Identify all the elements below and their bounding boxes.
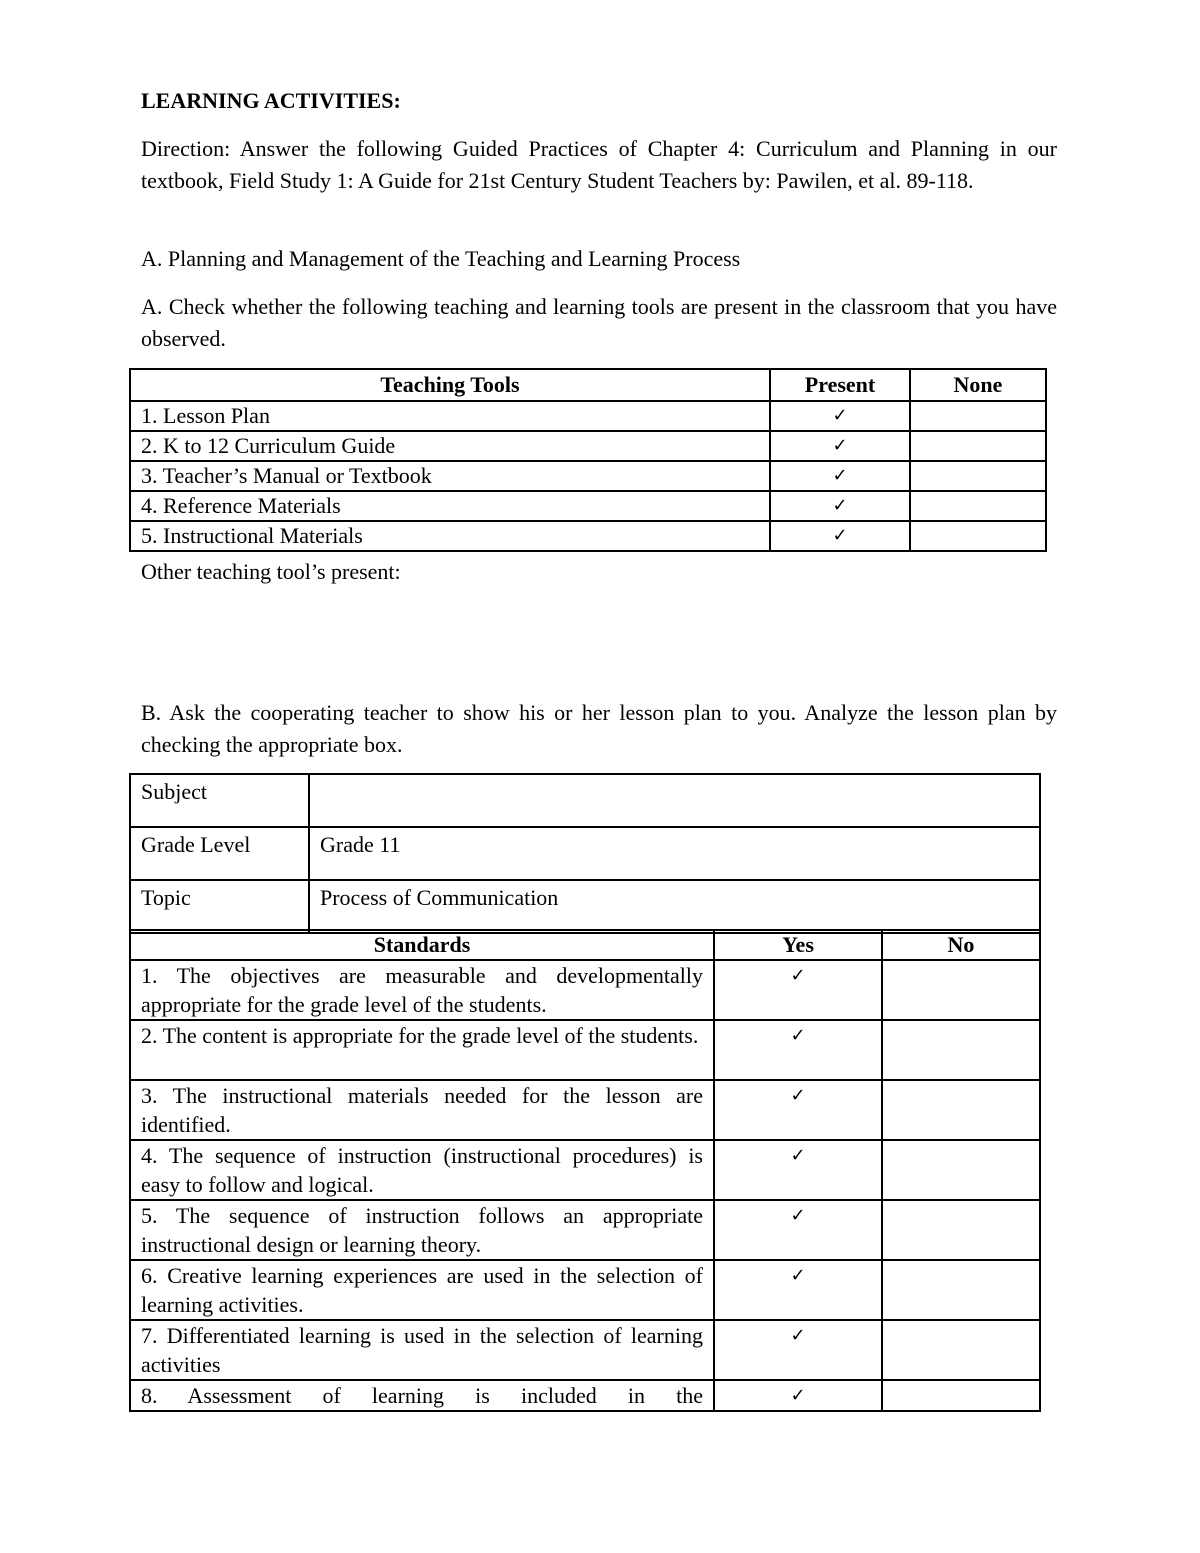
table-row	[130, 1260, 1040, 1320]
tool-name-cell: 3. Teacher’s Manual or Textbook	[130, 461, 770, 491]
present-check-cell: ✓	[770, 491, 910, 521]
table-row	[130, 880, 1040, 933]
none-check-cell	[910, 461, 1046, 491]
none-check-cell	[910, 521, 1046, 551]
no-check-cell	[882, 1200, 1040, 1260]
no-check-cell	[882, 1320, 1040, 1380]
standard-cell: 7. Differentiated learning is used in the selection of learning activities	[130, 1320, 714, 1380]
present-check-cell: ✓	[770, 401, 910, 431]
table-header-row	[130, 930, 1040, 960]
yes-check-cell: ✓	[714, 1080, 882, 1140]
yes-check-cell: ✓	[714, 1380, 882, 1411]
no-check-cell	[882, 1080, 1040, 1140]
standard-cell: 1. The objectives are measurable and developmentally appropriate for the grade level of the students.	[130, 960, 714, 1020]
teaching-tools-table	[129, 368, 1047, 552]
no-check-cell	[882, 1020, 1040, 1080]
table-row	[130, 1380, 1040, 1411]
table-row	[130, 491, 1046, 521]
section-a-title: A. Planning and Management of the Teaching and Learning Process	[141, 246, 741, 271]
info-value-cell	[309, 774, 1040, 827]
tool-name-cell: 2. K to 12 Curriculum Guide	[130, 431, 770, 461]
tool-name-cell: 5. Instructional Materials	[130, 521, 770, 551]
table-row	[130, 960, 1040, 1020]
table-row	[130, 521, 1046, 551]
tool-name-cell: 1. Lesson Plan	[130, 401, 770, 431]
standard-cell: 2. The content is appropriate for the grade level of the students.	[130, 1020, 714, 1080]
info-label-cell: Topic	[130, 880, 309, 933]
tool-name-cell: 4. Reference Materials	[130, 491, 770, 521]
direction-paragraph: Direction: Answer the following Guided Practices of Chapter 4: Curriculum and Planning in our textbook, Field Study 1: A Guide for 21st Century Student Teachers by: Pawilen, et al. 89-118.	[141, 136, 1057, 193]
yes-check-cell: ✓	[714, 1320, 882, 1380]
table-row	[130, 431, 1046, 461]
info-label-cell: Subject	[130, 774, 309, 827]
table-row	[130, 1320, 1040, 1380]
column-header-present: Present	[770, 369, 910, 401]
other-tools-label: Other teaching tool’s present:	[141, 559, 401, 584]
column-header-standards: Standards	[130, 930, 714, 960]
table-row	[130, 1080, 1040, 1140]
info-value-cell: Grade 11	[309, 827, 1040, 880]
table-row	[130, 1020, 1040, 1080]
present-check-cell: ✓	[770, 461, 910, 491]
present-check-cell: ✓	[770, 431, 910, 461]
yes-check-cell: ✓	[714, 1200, 882, 1260]
section-a-instruction: A. Check whether the following teaching and learning tools are present in the classroom that you have observed.	[141, 294, 1057, 351]
standard-cell: 3. The instructional materials needed for the lesson are identified.	[130, 1080, 714, 1140]
none-check-cell	[910, 431, 1046, 461]
no-check-cell	[882, 960, 1040, 1020]
standards-table	[129, 929, 1041, 1412]
table-row	[130, 1140, 1040, 1200]
column-header-teaching-tools: Teaching Tools	[130, 369, 770, 401]
table-header-row	[130, 369, 1046, 401]
info-label-cell: Grade Level	[130, 827, 309, 880]
no-check-cell	[882, 1140, 1040, 1200]
standard-cell: 4. The sequence of instruction (instructional procedures) is easy to follow and logical.	[130, 1140, 714, 1200]
table-row	[130, 774, 1040, 827]
table-row	[130, 401, 1046, 431]
section-b-instruction: B. Ask the cooperating teacher to show his or her lesson plan to you. Analyze the lesson plan by checking the appropriate box.	[141, 700, 1057, 757]
none-check-cell	[910, 401, 1046, 431]
table-row	[130, 1200, 1040, 1260]
no-check-cell	[882, 1260, 1040, 1320]
table-row	[130, 827, 1040, 880]
standard-cell: 6. Creative learning experiences are used in the selection of learning activities.	[130, 1260, 714, 1320]
no-check-cell	[882, 1380, 1040, 1411]
standard-cell: 8. Assessment of learning is included in the	[130, 1380, 714, 1411]
present-check-cell: ✓	[770, 521, 910, 551]
none-check-cell	[910, 491, 1046, 521]
lesson-info-table	[129, 773, 1041, 934]
page-heading: LEARNING ACTIVITIES:	[141, 88, 401, 113]
info-value-cell: Process of Communication	[309, 880, 1040, 933]
yes-check-cell: ✓	[714, 1140, 882, 1200]
column-header-none: None	[910, 369, 1046, 401]
yes-check-cell: ✓	[714, 1260, 882, 1320]
column-header-no: No	[882, 930, 1040, 960]
column-header-yes: Yes	[714, 930, 882, 960]
yes-check-cell: ✓	[714, 1020, 882, 1080]
standard-cell: 5. The sequence of instruction follows an appropriate instructional design or learning theory.	[130, 1200, 714, 1260]
yes-check-cell: ✓	[714, 960, 882, 1020]
table-row	[130, 461, 1046, 491]
